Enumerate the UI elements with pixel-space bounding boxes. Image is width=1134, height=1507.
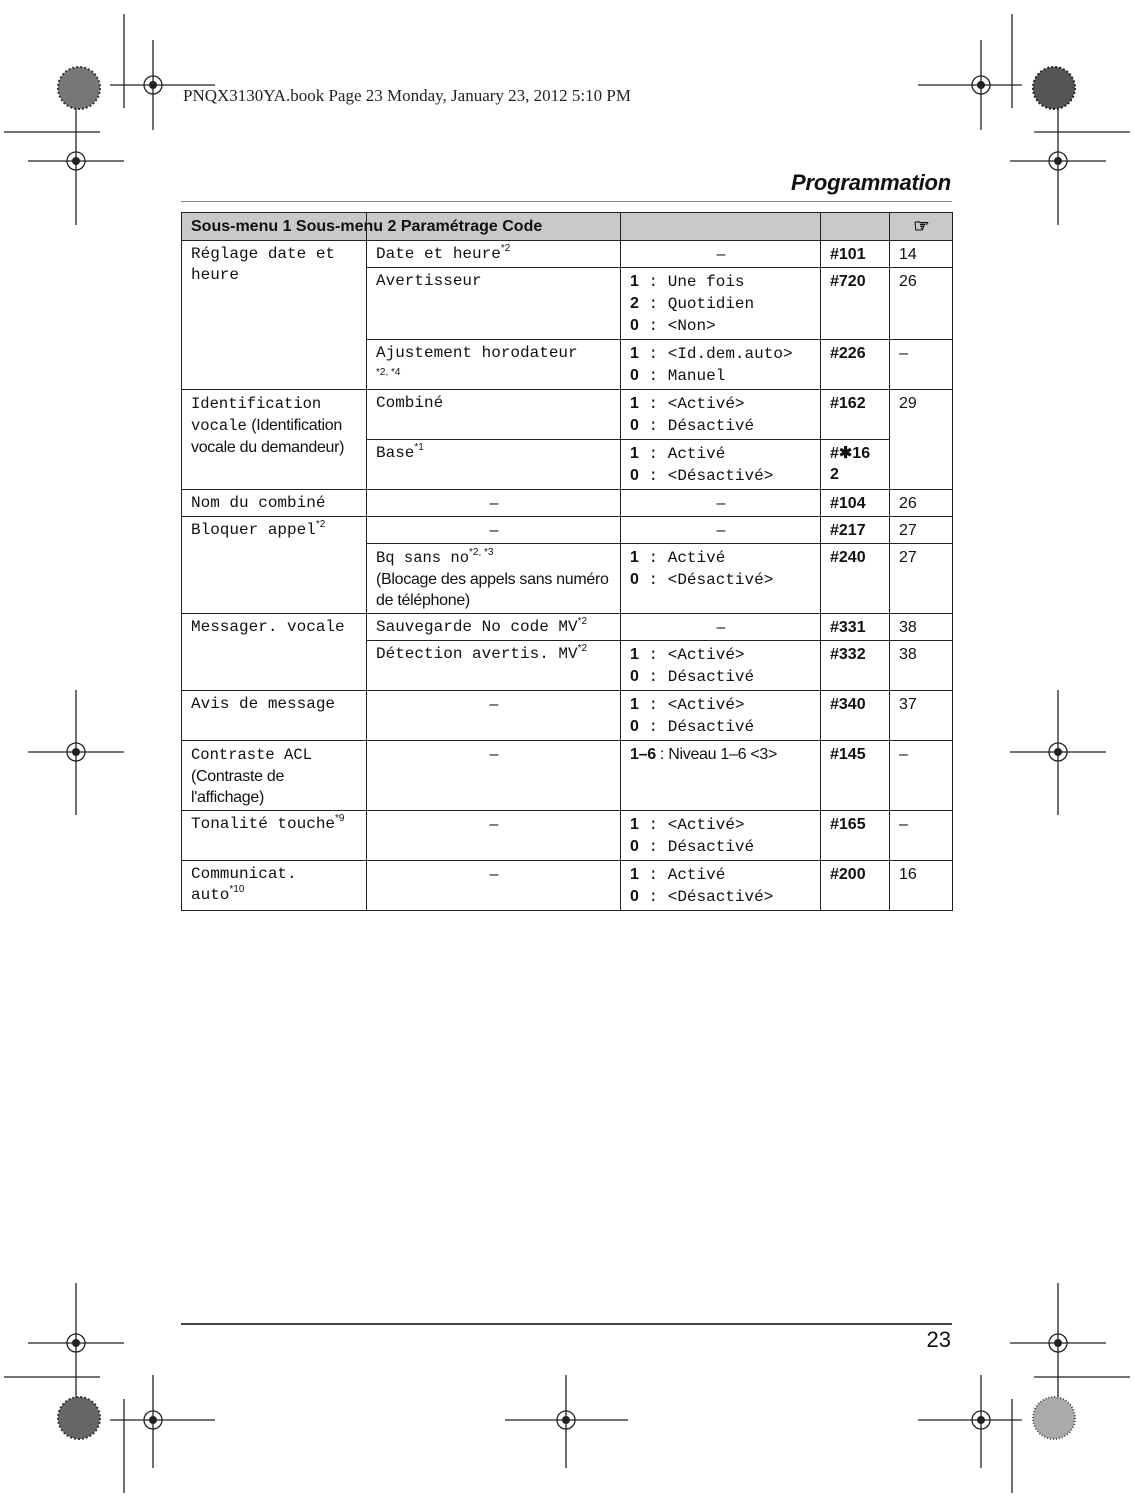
submenu2-cell: Bq sans $no^{*2, *3}$ (Blocage des appels sans numéro de téléphone) bbox=[367, 544, 621, 614]
book-page-header: PNQX3130YA.book Page 23 Monday, January 23, 2012 5:10 PM bbox=[183, 86, 631, 105]
code-cell: #331 bbox=[821, 614, 890, 641]
footer-divider bbox=[181, 1323, 952, 1325]
submenu1-cell: Contraste ACL (Contraste de l'affichage) bbox=[182, 741, 367, 811]
code-cell: #101 bbox=[821, 241, 890, 268]
header-blank-4 bbox=[821, 213, 890, 241]
code-cell: #104 bbox=[821, 490, 890, 517]
submenu2-cell: Base$^{*1}$ bbox=[367, 440, 621, 490]
page-cell: – bbox=[890, 741, 953, 811]
submenu2-cell: Combiné bbox=[367, 390, 621, 440]
header-submenu2: Sous-menu 2 bbox=[295, 218, 397, 235]
page-cell: – bbox=[890, 811, 953, 861]
submenu2-cell: Ajustement horodateur $^{*2, *4}$ bbox=[367, 340, 621, 390]
submenu1-cell: Communicat. auto$^{*10}$ bbox=[182, 861, 367, 911]
code-cell: #145 bbox=[821, 741, 890, 811]
title-divider bbox=[181, 201, 952, 202]
page-cell: 16 bbox=[890, 861, 953, 911]
table-row bbox=[182, 741, 953, 811]
code-cell: #165 bbox=[821, 811, 890, 861]
table-header-row bbox=[182, 213, 953, 241]
table-row bbox=[182, 861, 953, 911]
submenu1-cell: Tonalité touche$^{*9}$ bbox=[182, 811, 367, 861]
table-row bbox=[182, 490, 953, 517]
page-cell: 37 bbox=[890, 691, 953, 741]
page-cell: 29 bbox=[890, 390, 953, 490]
submenu2-cell: – bbox=[367, 741, 621, 811]
page-cell: 26 bbox=[890, 490, 953, 517]
setting-cell: 1 : Une fois 2 : Quotidien 0 : <Non> bbox=[621, 268, 821, 340]
page-cell: 26 bbox=[890, 268, 953, 340]
table-row bbox=[182, 390, 953, 440]
setting-cell: 1 : <Activé> 0 : Désactivé bbox=[621, 641, 821, 691]
settings-table bbox=[181, 212, 953, 911]
table-row bbox=[182, 691, 953, 741]
page-cell: 38 bbox=[890, 614, 953, 641]
submenu2-cell: – bbox=[367, 490, 621, 517]
submenu1-cell: Messager. vocale bbox=[182, 614, 367, 691]
code-cell: #332 bbox=[821, 641, 890, 691]
header-blank-3 bbox=[621, 213, 821, 241]
code-cell: #✱16 2 bbox=[821, 440, 890, 490]
submenu2-cell: – bbox=[367, 691, 621, 741]
page-cell: 27 bbox=[890, 517, 953, 544]
page-number: 23 bbox=[926, 1327, 951, 1352]
submenu2-cell: – bbox=[367, 811, 621, 861]
page-cell: 27 bbox=[890, 544, 953, 614]
table-row bbox=[182, 811, 953, 861]
pointing-hand-icon: ☞ bbox=[913, 216, 930, 236]
code-cell: #217 bbox=[821, 517, 890, 544]
submenu1-cell: Avis de message bbox=[182, 691, 367, 741]
table-row bbox=[182, 241, 953, 268]
setting-cell: 1 : Activé 0 : <Désactivé> bbox=[621, 440, 821, 490]
setting-cell: – bbox=[621, 241, 821, 268]
setting-cell: – bbox=[621, 614, 821, 641]
table-row bbox=[182, 517, 953, 544]
code-cell: #162 bbox=[821, 390, 890, 440]
setting-cell: 1 : Activé 0 : <Désactivé> bbox=[621, 544, 821, 614]
code-cell: #240 bbox=[821, 544, 890, 614]
submenu1-cell: Réglage date et heure bbox=[182, 241, 367, 390]
header-submenu1: Sous-menu 1 bbox=[191, 218, 292, 235]
setting-cell: – bbox=[621, 490, 821, 517]
setting-cell: 1 : <Id.dem.auto> 0 : Manuel bbox=[621, 340, 821, 390]
submenu2-cell: Détection avertis. MV$^{*2}$ bbox=[367, 641, 621, 691]
code-cell: #720 bbox=[821, 268, 890, 340]
page-cell: 14 bbox=[890, 241, 953, 268]
submenu2-cell: – bbox=[367, 861, 621, 911]
header-code: Code bbox=[502, 218, 543, 235]
table-row bbox=[182, 614, 953, 641]
header-setting: Paramétrage bbox=[400, 218, 498, 235]
code-cell: #340 bbox=[821, 691, 890, 741]
page-cell: – bbox=[890, 340, 953, 390]
setting-cell: 1 : <Activé> 0 : Désactivé bbox=[621, 691, 821, 741]
submenu2-cell: – bbox=[367, 517, 621, 544]
submenu2-cell: Avertisseur bbox=[367, 268, 621, 340]
code-cell: #226 bbox=[821, 340, 890, 390]
setting-cell: – bbox=[621, 517, 821, 544]
submenu2-cell: Sauvegarde No code MV$^{*2}$ bbox=[367, 614, 621, 641]
submenu1-cell: Nom du combiné bbox=[182, 490, 367, 517]
submenu2-cell: Date et heure$^{*2}$ bbox=[367, 241, 621, 268]
header-reference bbox=[890, 213, 953, 241]
page-cell: 38 bbox=[890, 641, 953, 691]
section-title: Programmation bbox=[791, 170, 951, 195]
header-submenus bbox=[182, 213, 543, 241]
submenu1-cell: Bloquer appel$^{*2}$ bbox=[182, 517, 367, 614]
setting-cell: 1 : Activé 0 : <Désactivé> bbox=[621, 861, 821, 911]
setting-cell: 1–6 : Niveau 1–6 <3> bbox=[621, 741, 821, 811]
setting-cell: 1 : <Activé> 0 : Désactivé bbox=[621, 390, 821, 440]
setting-cell: 1 : <Activé> 0 : Désactivé bbox=[621, 811, 821, 861]
code-cell: #200 bbox=[821, 861, 890, 911]
submenu1-cell: Identification vocale (Identification vocale du demandeur) bbox=[182, 390, 367, 490]
